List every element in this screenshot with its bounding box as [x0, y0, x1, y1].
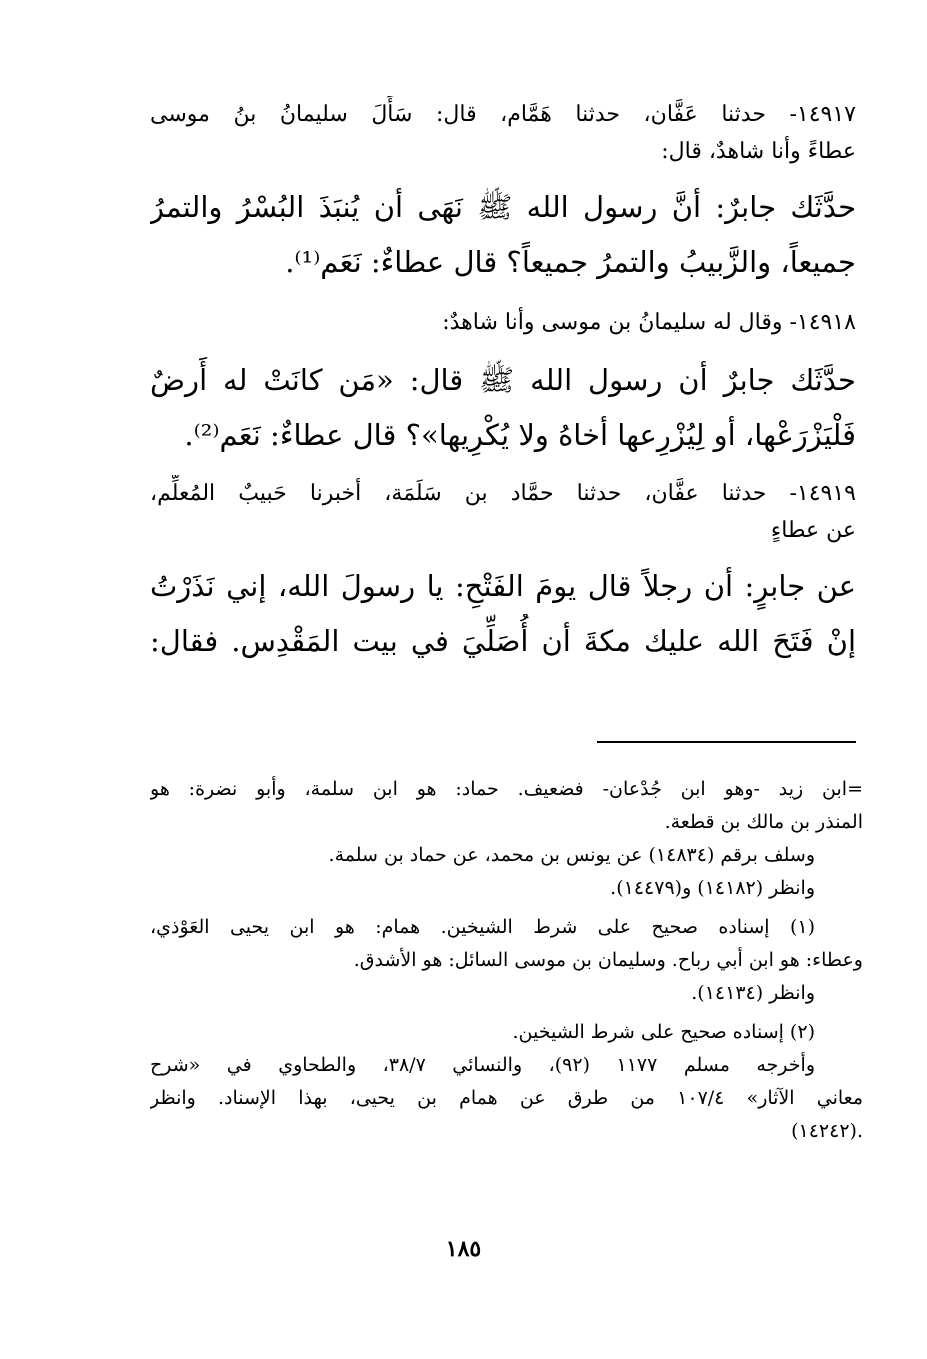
- footnote-line: .(١٤٢٤٢): [791, 1120, 863, 1142]
- footnote-line: وسلف برقم (١٤٨٣٤) عن يونس بن محمد، عن حماد بن سلمة.: [328, 844, 815, 866]
- text-line: جميعاً، والزَّبيبُ والتمرُ جميعاً؟ قال عطاءٌ: نَعَم⁽¹⁾.: [285, 245, 856, 279]
- footnote-line: وانظر (١٤١٣٤).: [691, 982, 815, 1004]
- text-line: ١٤٩١٩- حدثنا عفَّان، حدثنا حمَّاد بن سَلَمَة، أخبرنا حَبيبٌ المُعلِّم،: [150, 481, 856, 506]
- page-number: ١٨٥: [445, 1236, 482, 1262]
- text-line: ١٤٩١٨- وقال له سليمانُ بن موسى وأنا شاهدٌ:: [442, 310, 856, 335]
- text-line: إنْ فَتَحَ الله عليك مكةَ أن أُصَلِّيَ في بيت المَقْدِس. فقال:: [150, 624, 856, 658]
- footnote-line: معاني الآثار» ١٠٧/٤ من طرق عن همام بن يحيى، بهذا الإسناد. وانظر: [150, 1087, 863, 1109]
- text-line: فَلْيَزْرَعْها، أو لِيُزْرِعها أخاهُ ولا يُكْرِيها»؟ قال عطاءٌ: نَعَم⁽²⁾.: [184, 418, 856, 452]
- footnote-2: [150, 1016, 863, 1148]
- text-line: عطاءً وأنا شاهدٌ، قال:: [661, 139, 856, 164]
- hadith-14917-matn: [150, 180, 856, 290]
- hadith-14919-isnad: [150, 475, 856, 549]
- footnote-line: وأخرجه مسلم ١١٧٧ (٩٢)، والنسائي ٣٨/٧، والطحاوي في «شرح: [150, 1054, 815, 1076]
- main-text: [150, 96, 856, 669]
- footnotes: [150, 773, 863, 1148]
- footnote-line: وانظر (١٤١٨٢) و(١٤٤٧٩).: [610, 877, 815, 899]
- text-line: عن جابرٍ: أن رجلاً قال يومَ الفَتْحِ: يا رسولَ الله، إني نَذَرْتُ: [150, 569, 856, 603]
- text-line: ١٤٩١٧- حدثنا عَفَّان، حدثنا هَمَّام، قال: سَأَلَ سليمانُ بنُ موسى: [150, 102, 856, 127]
- footnote-continued: [150, 773, 863, 905]
- footnote-1: [150, 911, 863, 1010]
- hadith-14919-matn: [150, 559, 856, 669]
- footnote-line: =ابن زيد -وهو ابن جُدْعان- فضعيف. حماد: هو ابن سلمة، وأبو نضرة: هو: [150, 778, 863, 800]
- text-line: عن عطاءٍ: [770, 518, 856, 543]
- hadith-14917-isnad: [150, 96, 856, 170]
- text-line: حدَّثَك جابرٌ أن رسول الله ﷺ قال: «مَن كانَتْ له أَرضٌ: [150, 363, 856, 397]
- text-line: حدَّثَك جابرٌ: أنَّ رسول الله ﷺ نَهَى أن يُنبَذَ البُسْرُ والتمرُ: [150, 190, 856, 224]
- footnote-line: (٢) إسناده صحيح على شرط الشيخين.: [512, 1021, 815, 1043]
- footnote-separator: [597, 741, 856, 743]
- footnote-line: وعطاء: هو ابن أبي رباح. وسليمان بن موسى السائل: هو الأشدق.: [353, 949, 863, 971]
- footnote-line: المنذر بن مالك بن قطعة.: [664, 811, 863, 833]
- hadith-14918-matn: [150, 353, 856, 463]
- hadith-14918-isnad: [150, 304, 856, 341]
- footnote-line: (١) إسناده صحيح على شرط الشيخين. همام: هو ابن يحيى العَوْذي،: [150, 916, 815, 938]
